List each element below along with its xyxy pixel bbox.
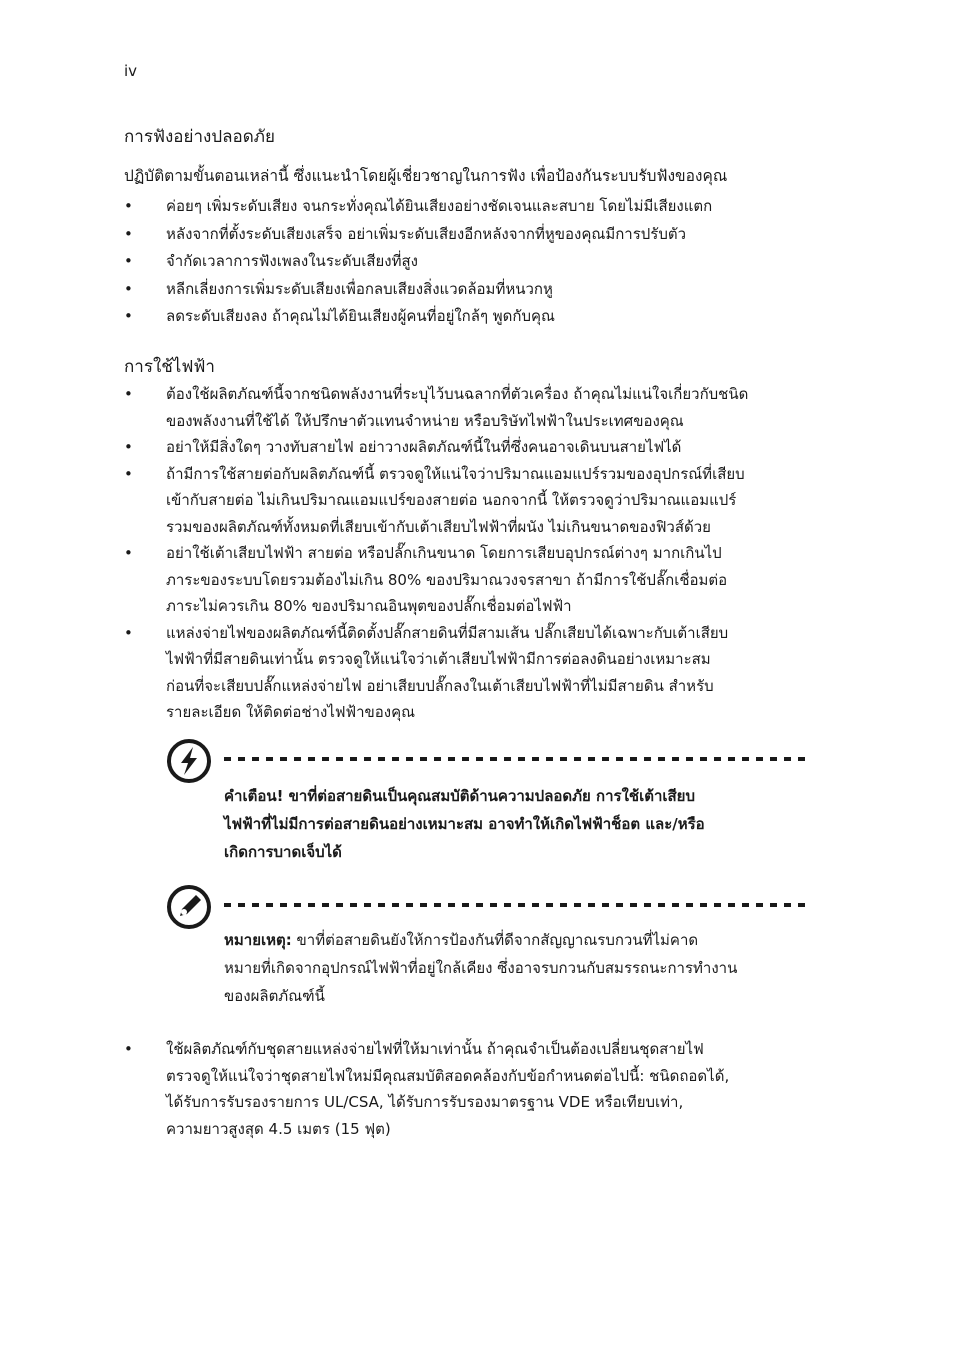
list-item: • หลีกเลี่ยงการเพิ่มระดับเสียงเพื่อกลบเสียงสิ่งแวดล้อมที่หนวกหู	[124, 276, 824, 303]
bullet: •	[124, 1040, 133, 1058]
bullet: •	[124, 544, 133, 562]
bullet: •	[124, 385, 133, 403]
warning-divider	[224, 757, 810, 761]
bullet: •	[124, 464, 133, 483]
note-divider	[224, 903, 810, 907]
list-item: • ใช้ผลิตภัณฑ์กับชุดสายแหล่งจ่ายไฟที่ให้มาเท่านั้น ถ้าคุณจำเป็นต้องเปลี่ยนชุดสายไฟ ตรวจดูให้แน่ใจว่าชุดสายไฟใหม่มีคุณสมบัติสอดคล้องกับข้อกำหนดต่อไปนี้: ชนิดถอดได้, ได้รับการรับรองรายการ UL/CSA, ได้รับการรับรองมาตรฐาน VDE หรือเทียบเท่า, ความยาวสูงสุด 4.5 เมตร (15 ฟุต)	[124, 1036, 824, 1142]
list-item: • จำกัดเวลาการฟังเพลงในระดับเสียงที่สูง	[124, 248, 824, 275]
note-pen-icon	[166, 884, 212, 930]
electricity-list	[124, 381, 824, 726]
list-item: • อย่าให้มีสิ่งใดๆ วางทับสายไฟ อย่าวางผลิตภัณฑ์นี้ในที่ซึ่งคนอาจเดินบนสายไฟได้	[124, 434, 824, 461]
bullet: •	[124, 307, 133, 325]
bullet: •	[124, 623, 133, 642]
note-callout	[166, 884, 812, 1014]
list-item: • ถ้ามีการใช้สายต่อกับผลิตภัณฑ์นี้ ตรวจดูให้แน่ใจว่าปริมาณแอมแปร์รวมของอุปกรณ์ที่เสียบ เข้ากับสายต่อ ไม่เกินปริมาณแอมแปร์ของสายต่อ นอกจากนี้ ให้ตรวจดูว่าปริมาณแอมแปร์ รวมของผลิตภัณฑ์ทั้งหมดที่เสียบเข้ากับเต้าเสียบไฟฟ้าที่ผนัง ไม่เกินขนาดของฟิวส์ด้วย	[124, 461, 824, 541]
bullet: •	[124, 279, 133, 298]
note-label: หมายเหตุ:	[224, 931, 292, 949]
bullet: •	[124, 197, 133, 215]
final-list	[124, 1036, 824, 1142]
list-item: • หลังจากที่ตั้งระดับเสียงเสร็จ อย่าเพิ่มระดับเสียงอีกหลังจากที่หูของคุณมีการปรับตัว	[124, 221, 824, 248]
list-item: • แหล่งจ่ายไฟของผลิตภัณฑ์นี้ติดตั้งปลั๊กสายดินที่มีสามเส้น ปลั๊กเสียบได้เฉพาะกับเต้าเสียบ ไฟฟ้าที่มีสายดินเท่านั้น ตรวจดูให้แน่ใจว่าเต้าเสียบไฟฟ้ามีการต่อลงดินอย่างเหมาะสม ก่อนที่จะเสียบปลั๊กแหล่งจ่ายไฟ อย่าเสียบปลั๊กลงในเต้าเสียบไฟฟ้าที่ไม่มีสายดิน สำหรับ รายละเอียด ให้ติดต่อช่างไฟฟ้าของคุณ	[124, 620, 824, 726]
heading-safe-listening: การฟังอย่างปลอดภัย	[124, 127, 275, 147]
warning-bolt-icon	[166, 738, 212, 784]
list-item: • อย่าใช้เต้าเสียบไฟฟ้า สายต่อ หรือปลั๊กเกินขนาด โดยการเสียบอุปกรณ์ต่างๆ มากเกินไป ภาระของระบบโดยรวมต้องไม่เกิน 80% ของปริมาณวงจรสาขา ถ้ามีการใช้ปลั๊กเชื่อมต่อ ภาระไม่ควรเกิน 80% ของปริมาณอินพุตของปลั๊กเชื่อมต่อไฟฟ้า	[124, 540, 824, 620]
warning-text: คำเตือน! ขาที่ต่อสายดินเป็นคุณสมบัติด้านความปลอดภัย การใช้เต้าเสียบ ไฟฟ้าที่ไม่มีการต่อสายดินอย่างเหมาะสม อาจทำให้เกิดไฟฟ้าช็อต และ/หรือ เกิดการบาดเจ็บได้	[224, 787, 705, 861]
safe-listening-list	[124, 193, 824, 330]
list-item: • ต้องใช้ผลิตภัณฑ์นี้จากชนิดพลังงานที่ระบุไว้บนฉลากที่ตัวเครื่อง ถ้าคุณไม่แน่ใจเกี่ยวกับชนิด ของพลังงานที่ใช้ได้ ให้ปรึกษาตัวแทนจำหน่าย หรือบริษัทไฟฟ้าในประเทศของคุณ	[124, 381, 824, 434]
page-number: iv	[124, 62, 138, 80]
warning-callout	[166, 738, 812, 868]
safe-listening-intro: ปฏิบัติตามขั้นตอนเหล่านี้ ซึ่งแนะนำโดยผู้เชี่ยวชาญในการฟัง เพื่อป้องกันระบบรับฟังของคุณ	[124, 167, 728, 185]
bullet: •	[124, 224, 133, 243]
bullet: •	[124, 252, 133, 270]
list-item: • ค่อยๆ เพิ่มระดับเสียง จนกระทั่งคุณได้ยินเสียงอย่างชัดเจนและสบาย โดยไม่มีเสียงแตก	[124, 193, 824, 220]
heading-electricity: การใช้ไฟฟ้า	[124, 357, 215, 377]
note-text: หมายเหตุ: ขาที่ต่อสายดินยังให้การป้องกันที่ดีจากสัญญาณรบกวนที่ไม่คาด หมายที่เกิดจากอุปกรณ์ไฟฟ้าที่อยู่ใกล้เคียง ซึ่งอาจรบกวนกับสมรรถนะการทำงาน ของผลิตภัณฑ์นี้	[224, 931, 738, 1005]
bullet: •	[124, 438, 133, 456]
list-item: • ลดระดับเสียงลง ถ้าคุณไม่ได้ยินเสียงผู้คนที่อยู่ใกล้ๆ พูดกับคุณ	[124, 303, 824, 330]
